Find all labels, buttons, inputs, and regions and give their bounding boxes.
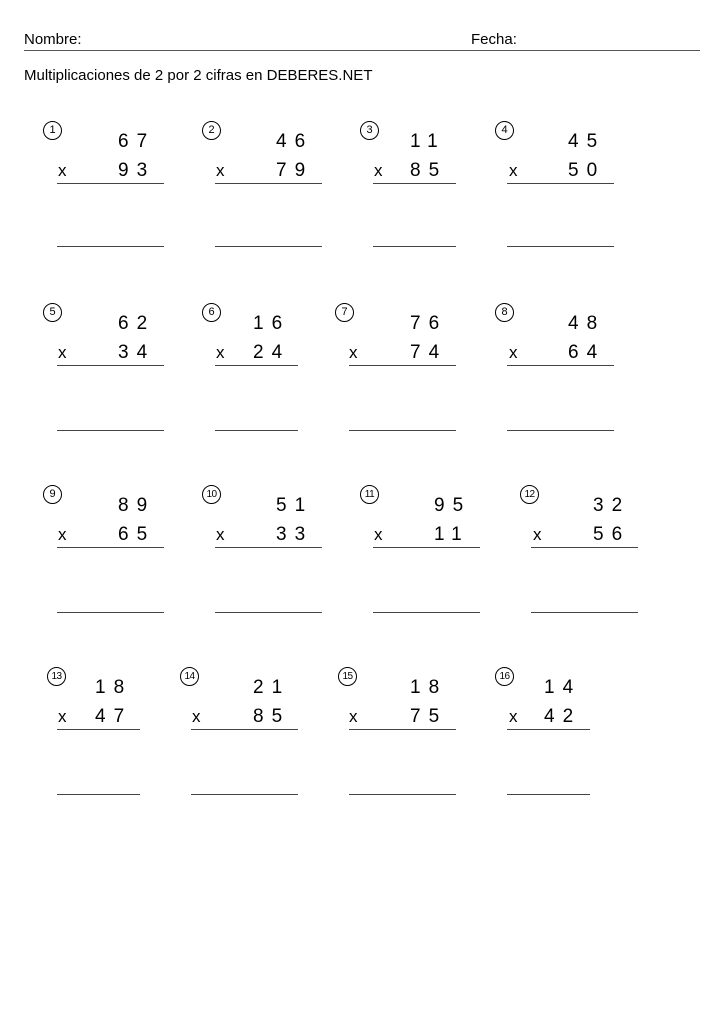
multiplicand: 67 — [118, 131, 156, 152]
product-rule — [531, 547, 638, 548]
answer-line[interactable] — [373, 246, 456, 247]
multiply-sign: x — [216, 525, 225, 544]
multiplier: 74 — [410, 342, 448, 363]
problem-number-badge: 16 — [495, 667, 514, 686]
multiplier: 34 — [118, 342, 156, 363]
problem-number-badge: 8 — [495, 303, 514, 322]
problem-number-badge: 7 — [335, 303, 354, 322]
multiplier: 11 — [434, 524, 470, 545]
multiply-sign: x — [58, 161, 67, 180]
multiplier: 47 — [95, 706, 133, 727]
answer-line[interactable] — [507, 794, 590, 795]
problem-number-badge: 13 — [47, 667, 66, 686]
multiplier: 79 — [276, 160, 314, 181]
multiply-sign: x — [58, 343, 67, 362]
product-rule — [57, 729, 140, 730]
problem-number-badge: 6 — [202, 303, 221, 322]
product-rule — [215, 365, 298, 366]
multiplier: 65 — [118, 524, 156, 545]
multiplicand: 62 — [118, 313, 156, 334]
multiplicand: 21 — [253, 677, 291, 698]
product-rule — [349, 729, 456, 730]
answer-line[interactable] — [215, 430, 298, 431]
answer-line[interactable] — [507, 430, 614, 431]
multiply-sign: x — [192, 707, 201, 726]
multiplicand: 18 — [410, 677, 448, 698]
multiply-sign: x — [216, 343, 225, 362]
multiply-sign: x — [58, 707, 67, 726]
product-rule — [191, 729, 298, 730]
multiplier: 93 — [118, 160, 156, 181]
multiplicand: 11 — [410, 131, 446, 152]
multiply-sign: x — [349, 707, 358, 726]
multiply-sign: x — [509, 343, 518, 362]
answer-line[interactable] — [507, 246, 614, 247]
problem-number-badge: 15 — [338, 667, 357, 686]
multiply-sign: x — [58, 525, 67, 544]
header-rule — [24, 50, 700, 51]
multiplicand: 14 — [544, 677, 582, 698]
answer-line[interactable] — [373, 612, 480, 613]
answer-line[interactable] — [215, 246, 322, 247]
multiplier: 64 — [568, 342, 606, 363]
problem-number-badge: 5 — [43, 303, 62, 322]
problem-number-badge: 12 — [520, 485, 539, 504]
multiplicand: 51 — [276, 495, 314, 516]
product-rule — [507, 183, 614, 184]
product-rule — [507, 365, 614, 366]
problem-number-badge: 1 — [43, 121, 62, 140]
answer-line[interactable] — [57, 794, 140, 795]
worksheet-title: Multiplicaciones de 2 por 2 cifras en DEBERES.NET — [24, 67, 373, 84]
answer-line[interactable] — [191, 794, 298, 795]
multiply-sign: x — [533, 525, 542, 544]
multiplicand: 16 — [253, 313, 291, 334]
product-rule — [373, 547, 480, 548]
product-rule — [373, 183, 456, 184]
problem-number-badge: 3 — [360, 121, 379, 140]
multiplier: 33 — [276, 524, 314, 545]
product-rule — [57, 365, 164, 366]
multiplier: 50 — [568, 160, 606, 181]
problem-number-badge: 2 — [202, 121, 221, 140]
multiplier: 85 — [410, 160, 448, 181]
problem-number-badge: 10 — [202, 485, 221, 504]
multiplicand: 89 — [118, 495, 156, 516]
nombre-label: Nombre: — [24, 31, 82, 48]
problem-number-badge: 11 — [360, 485, 379, 504]
multiplicand: 18 — [95, 677, 133, 698]
multiply-sign: x — [374, 525, 383, 544]
multiplicand: 95 — [434, 495, 472, 516]
answer-line[interactable] — [57, 612, 164, 613]
problem-number-badge: 4 — [495, 121, 514, 140]
multiplier: 56 — [593, 524, 631, 545]
product-rule — [349, 365, 456, 366]
product-rule — [57, 547, 164, 548]
multiplicand: 76 — [410, 313, 448, 334]
multiplicand: 48 — [568, 313, 606, 334]
multiply-sign: x — [349, 343, 358, 362]
multiplier: 42 — [544, 706, 582, 727]
multiply-sign: x — [374, 161, 383, 180]
answer-line[interactable] — [215, 612, 322, 613]
multiplier: 75 — [410, 706, 448, 727]
product-rule — [215, 547, 322, 548]
fecha-label: Fecha: — [471, 31, 517, 48]
multiplicand: 46 — [276, 131, 314, 152]
answer-line[interactable] — [349, 794, 456, 795]
multiply-sign: x — [509, 707, 518, 726]
multiplier: 24 — [253, 342, 291, 363]
answer-line[interactable] — [531, 612, 638, 613]
product-rule — [57, 183, 164, 184]
answer-line[interactable] — [57, 246, 164, 247]
multiplicand: 45 — [568, 131, 606, 152]
answer-line[interactable] — [349, 430, 456, 431]
problem-number-badge: 14 — [180, 667, 199, 686]
multiplicand: 32 — [593, 495, 631, 516]
problem-number-badge: 9 — [43, 485, 62, 504]
product-rule — [507, 729, 590, 730]
product-rule — [215, 183, 322, 184]
answer-line[interactable] — [57, 430, 164, 431]
multiply-sign: x — [509, 161, 518, 180]
multiply-sign: x — [216, 161, 225, 180]
multiplier: 85 — [253, 706, 291, 727]
